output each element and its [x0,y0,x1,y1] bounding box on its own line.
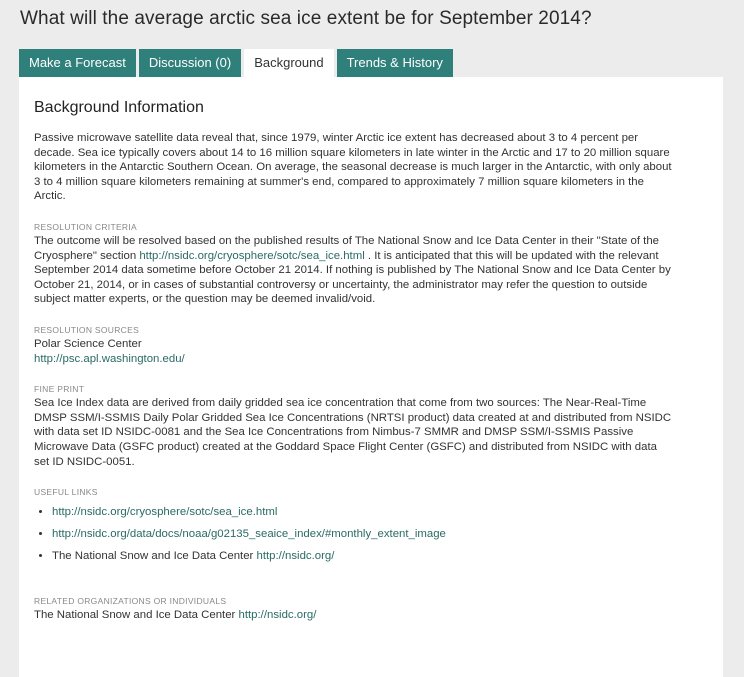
resolution-criteria-text-after: . It is anticipated that this will be updated with the relevant September 2014 data sometime before October 21 2014. If nothing is published by The National Snow and Ice Data Center by October 21, 2014, or in cases of substantial controversy or uncertainty, the administrator may refer the question to outside subject matter experts, or the question may be deemed invalid/void. [34,249,671,306]
list-item [52,527,674,542]
resolution-criteria-link[interactable]: http://nsidc.org/cryosphere/sotc/sea_ice.html [139,249,365,262]
useful-links [34,487,674,564]
related-label: RELATED ORGANIZATIONS OR INDIVIDUALS [34,595,227,606]
useful-link-nsidc[interactable]: http://nsidc.org/ [256,550,335,563]
resolution-sources-label: RESOLUTION SOURCES [34,324,140,335]
resolution-source-name: Polar Science Center [34,337,142,350]
tab-discussion[interactable]: Discussion (0) [139,49,241,77]
background-panel [19,77,723,677]
section-title: Background Information [34,99,204,116]
tab-trends-history[interactable]: Trends & History [337,49,453,77]
related-link[interactable]: http://nsidc.org/ [238,608,317,621]
list-item [52,505,674,520]
resolution-criteria [34,222,674,307]
resolution-criteria-text-before: The outcome will be resolved based on the published results of The National Snow and Ice Data Center in their "State of the Cryosphere" section [34,234,659,262]
resolution-criteria-label: RESOLUTION CRITERIA [34,221,137,232]
page-title: What will the average arctic sea ice extent be for September 2014? [20,8,592,29]
related-text: The National Snow and Ice Data Center http://nsidc.org/ [34,608,317,621]
tab-bar [19,49,453,77]
fine-print-text: Sea Ice Index data are derived from daily gridded sea ice concentration that come from two sources: The Near-Real-Time DMSP SSM/I-SSMIS Daily Polar Gridded Sea Ice Concentrations (NRTSI product) data created at and distributed from NSIDC with data set ID NSIDC-0081 and the Sea Ice Concentrations from Nimbus-7 SMMR and DMSP SSM/I-SSMIS Passive Microwave Data (GSFC product) created at the Goddard Space Flight Center (GSFC) and distributed from NSIDC with data set ID NSIDC-0051. [34,397,672,468]
useful-links-list [34,505,674,564]
tab-make-forecast[interactable]: Make a Forecast [19,49,136,77]
useful-link-seaice-index[interactable]: http://nsidc.org/data/docs/noaa/g02135_seaice_index/#monthly_extent_image [52,528,446,541]
background-content [34,99,674,622]
tab-background[interactable]: Background [244,49,333,77]
fine-print-label: FINE PRINT [34,384,85,395]
intro-text: Passive microwave satellite data reveal that, since 1979, winter Arctic ice extent has decreased about 3 to 4 percent per decade. Sea ice typically covers about 14 to 16 million square kilometers in late winter in the Arctic and 17 to 20 million square kilometers in the Antarctic Southern Ocean. On average, the seasonal decrease is much larger in the Antarctic, with only about 3 to 4 million square kilometers remaining at summer's end, compared to approximately 7 million square kilometers in the Arctic. [34,132,672,203]
resolution-sources [34,325,674,366]
useful-link-sea-ice[interactable]: http://nsidc.org/cryosphere/sotc/sea_ice.html [52,506,278,519]
useful-links-label: USEFUL LINKS [34,487,98,498]
list-item: • The National Snow and Ice Data Center http://nsidc.org/ [52,549,674,564]
related-organizations [34,596,674,623]
resolution-criteria-text [34,234,674,307]
fine-print [34,384,674,469]
resolution-source-link[interactable]: http://psc.apl.washington.edu/ [34,352,185,365]
